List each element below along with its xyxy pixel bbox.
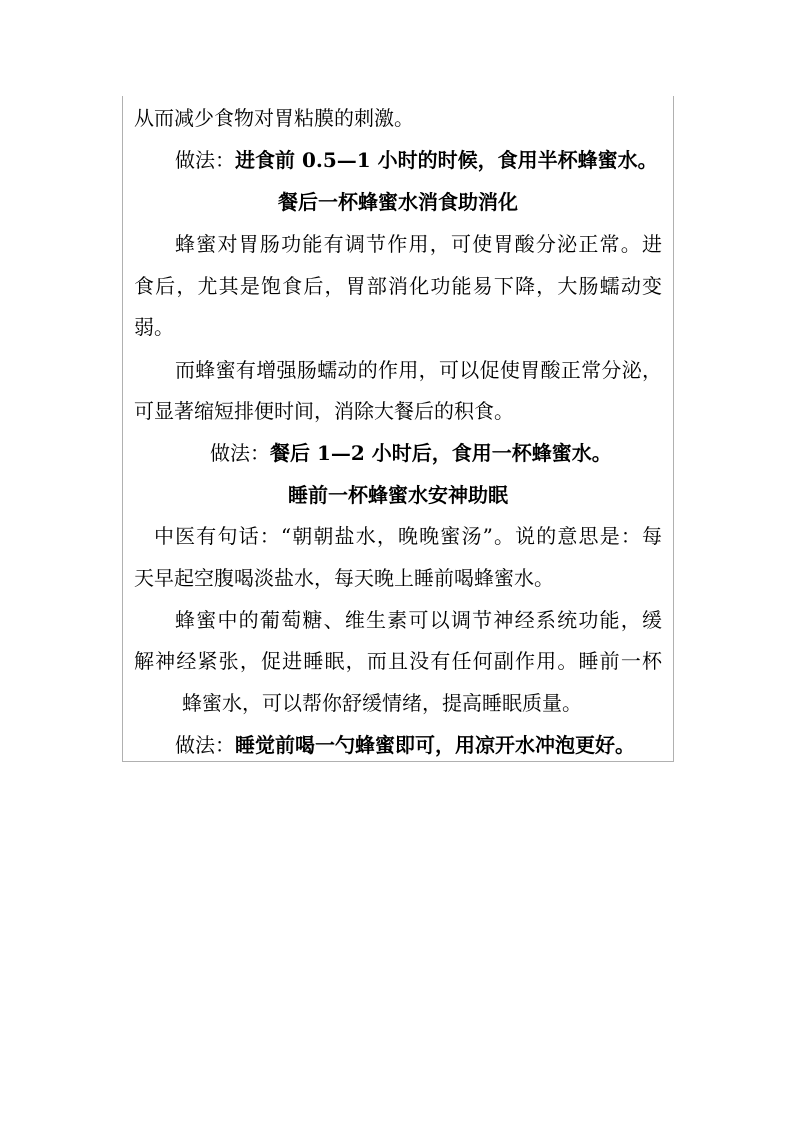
- method-label: 做法：: [210, 441, 270, 465]
- method-text: 进食前 0.5—1 小时的时候，食用半杯蜂蜜水。: [235, 148, 658, 172]
- text-line: 解神经紧张，促进睡眠，而且没有任何副作用。睡前一杯: [134, 649, 662, 673]
- paragraph-line: [134, 356, 662, 384]
- text-line: 食后，尤其是饱食后，胃部消化功能易下降，大肠蠕动变: [134, 274, 662, 298]
- section-heading-after-meal: [134, 188, 662, 216]
- text-line: 从而减少食物对胃粘膜的刺激。: [134, 106, 414, 130]
- text-line: 蜂蜜对胃肠功能有调节作用，可使胃酸分泌正常。进: [175, 232, 662, 256]
- heading-text: 餐后一杯蜂蜜水消食助消化: [278, 190, 518, 214]
- text-line: 天早起空腹喝淡盐水，每天晚上睡前喝蜂蜜水。: [134, 566, 554, 590]
- text-line: 可显著缩短排便时间，消除大餐后的积食。: [134, 399, 514, 423]
- text-line: 而蜂蜜有增强肠蠕动的作用，可以促使胃酸正常分泌，: [175, 358, 662, 382]
- paragraph-line: [134, 522, 662, 550]
- paragraph-line: [134, 397, 662, 425]
- paragraph-line: [134, 606, 662, 634]
- method-label: 做法：: [175, 148, 235, 172]
- text-line: 中医有句话：“朝朝盐水，晚晚蜜汤”。说的意思是：每: [154, 524, 662, 548]
- paragraph-line: [134, 564, 662, 592]
- method-line-3: [134, 731, 662, 759]
- method-text: 睡觉前喝一勺蜂蜜即可，用凉开水冲泡更好。: [235, 733, 635, 757]
- method-text: 餐后 1—2 小时后，食用一杯蜂蜜水。: [270, 441, 612, 465]
- paragraph-line: [134, 104, 662, 132]
- text-line: 蜂蜜中的葡萄糖、维生素可以调节神经系统功能，缓: [175, 608, 662, 632]
- text-line: 蜂蜜水，可以帮你舒缓情绪，提高睡眠质量。: [182, 691, 582, 715]
- heading-text: 睡前一杯蜂蜜水安神助眠: [288, 483, 508, 507]
- paragraph-line: [134, 313, 662, 341]
- method-line-2: [134, 439, 662, 467]
- paragraph-line: [134, 647, 662, 675]
- paragraph-line: [134, 272, 662, 300]
- method-line-1: [134, 146, 662, 174]
- section-heading-before-sleep: [134, 481, 662, 509]
- text-line: 弱。: [134, 315, 174, 339]
- paragraph-line: [134, 689, 662, 717]
- paragraph-line: [134, 230, 662, 258]
- method-label: 做法：: [175, 733, 235, 757]
